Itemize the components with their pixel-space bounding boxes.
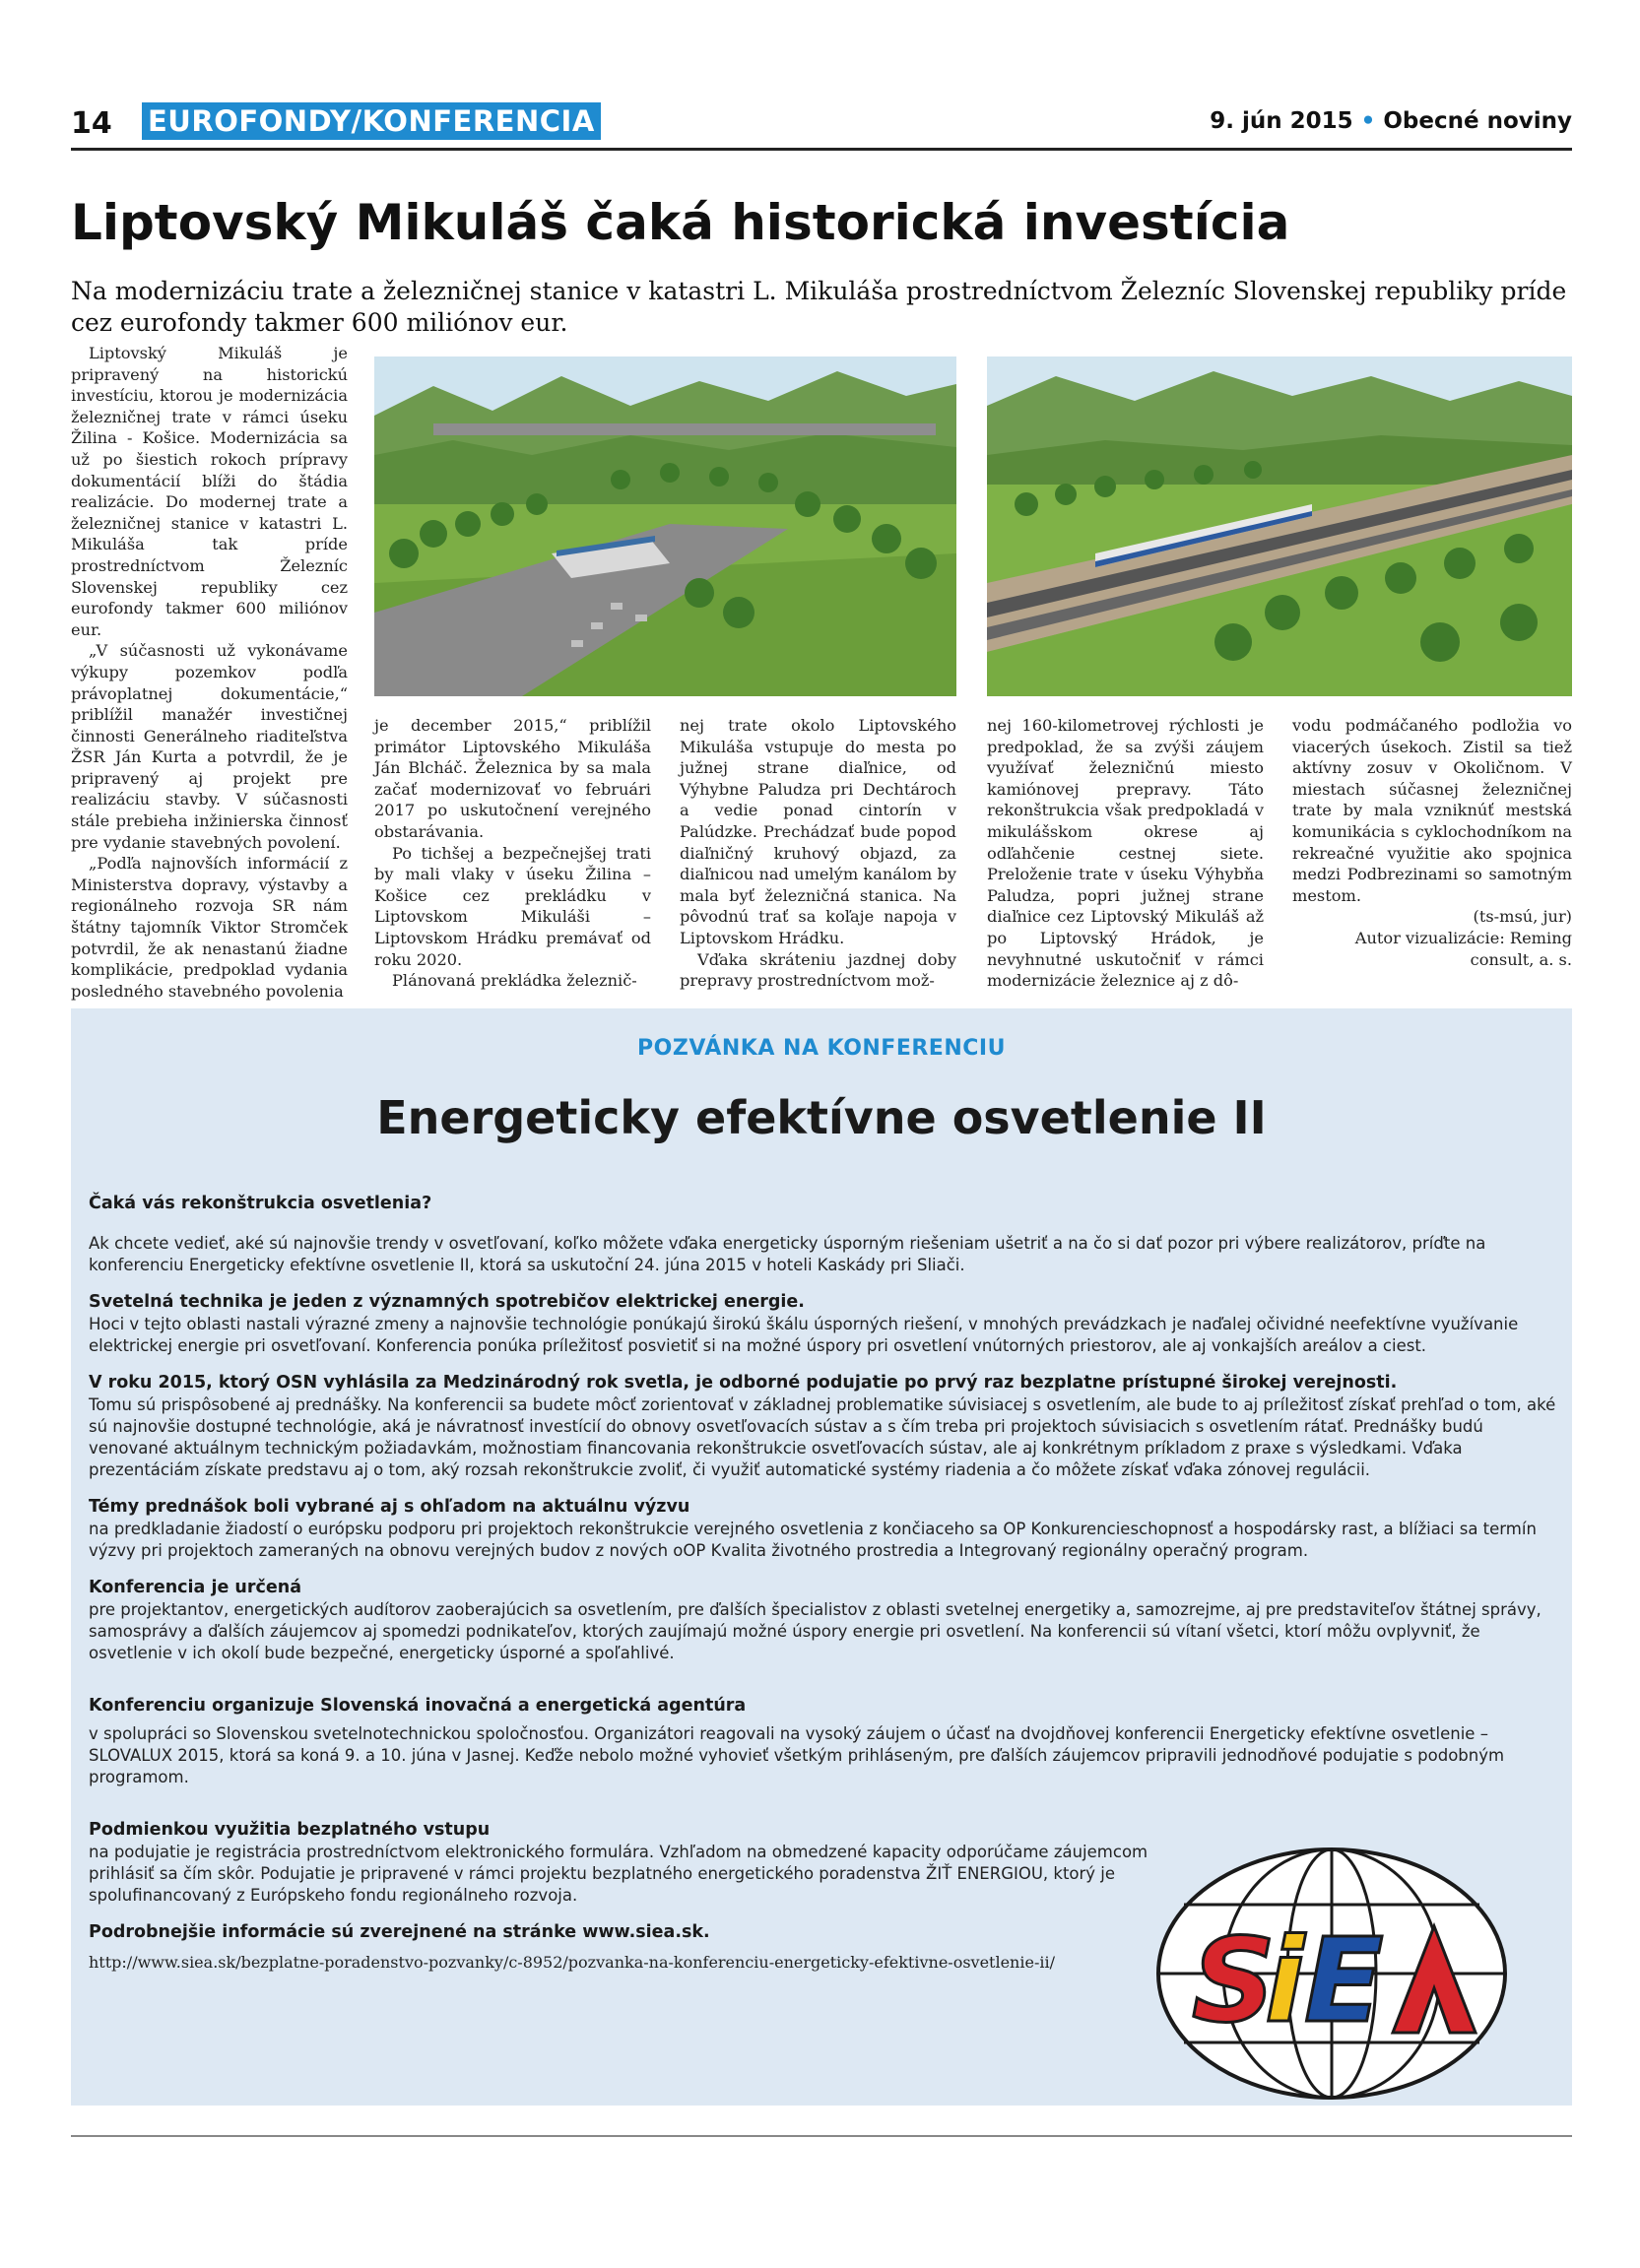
subheading: Čaká vás rekonštrukcia osvetlenia?: [89, 1194, 432, 1213]
bullet-separator: •: [1360, 108, 1376, 134]
page-header: [71, 100, 1572, 144]
paragraph: „Podľa najnovších informácií z Ministerstva dopravy, výstavby a regionálneho rozvoja SR nám štátny tajomník Viktor Stromček potvrdil, že ak nenastanú žiadne komplikácie, predpoklad vydania posledného stavebného povolenia: [71, 854, 348, 1001]
url-link[interactable]: http://www.siea.sk/bezplatne-poradenstvo-pozvanky/c-8952/pozvanka-na-konferenciu-energeticky-efektivne-osvetlenie-ii/: [89, 1953, 1055, 1972]
page-number: 14: [71, 106, 112, 141]
paragraph: Tomu sú prispôsobené aj prednášky. Na konferencii sa budete môcť zorientovať v základnej problematike súvisiacej s osvetlením, ale bude to aj príležitosť získať prehľad o tom, aké sú najnovšie dostupné technológie, aká je návratnosť investícií do obnovy osvetľovacích sústav a s čím treba pri projektoch súvisiacich s osvetlením rátať. Prednášky budú venované aktuálnym technickým požiadavkám, možnostiam financovania rekonštrukcie osvetľovacích sústav, ale aj konkrétnym príkladom z praxe s výsledkami. Vďaka prezentáciám získate predstavu aj o tom, aký rozsah rekonštrukcie zvoliť, či využiť automatické systémy riadenia a čo môžete získať vďaka zónovej regulácii.: [89, 1395, 1556, 1479]
siea-logo-graphic: [1154, 1846, 1509, 2102]
railway-platforms-visualization-graphic: [987, 356, 1572, 696]
header-rule: [71, 148, 1572, 151]
station-visualization-image: [374, 356, 956, 696]
paragraph: Po tichšej a bezpečnejšej trati by mali vlaky v úseku Žilina – Košice cez prekládku v Liptovskom Mikuláši – Liptovskom Hrádku premávať od roku 2020.: [374, 843, 651, 969]
logo-letter-s: S: [1192, 1912, 1276, 2048]
subheading: Svetelná technika je jeden z významných spotrebičov elektrickej energie.: [89, 1292, 805, 1312]
publication-name: Obecné noviny: [1383, 108, 1572, 134]
logo-letter-i: i: [1265, 1912, 1305, 2048]
paragraph: nej trate okolo Liptovského Mikuláša vstupuje do mesta po južnej strane diaľnice, od Výhybne Paludza pri Dechtároch a vedie ponad cintorín v Palúdzke. Prechádzať bude popod diaľničný kruhový objazd, za diaľnicou nad umelým kanálom by mala byť železničná stanica. Na pôvodnú trať sa koľaje napoja v Liptovskom Hrádku.: [680, 716, 956, 947]
subheading: Témy prednášok boli vybrané aj s ohľadom na aktuálnu výzvu: [89, 1497, 690, 1517]
subheading: V roku 2015, ktorý OSN vyhlásila za Medzinárodný rok svetla, je odborné podujatie po prvý raz bezplatne prístupné širokej verejnosti.: [89, 1373, 1398, 1393]
paragraph: na podujatie je registrácia prostredníctvom elektronického formulára. Vzhľadom na obmedzené kapacity odporúčame záujemcom prihlásiť sa čím skôr. Podujatie je pripravené v rámci projektu bezplatného energetického poradenstva ŽIŤ ENERGIOU, ktorý je spolufinancovaný z Európskeho fondu regionálneho rozvoja.: [89, 1843, 1148, 1905]
paragraph: nej 160-kilometrovej rýchlosti je predpoklad, že sa zvýši záujem využívať železničnú miesto kamiónovej prepravy. Táto rekonštrukcia však predpokladá v mikulášskom okrese aj odľahčenie cestnej siete. Preloženie trate v úseku Výhybňa Paludza, popri južnej strane diaľnice cez Liptovský Mikuláš až po Liptovský Hrádok, je nevyhnutné uskutočniť v rámci modernizácie železnice aj z dô-: [987, 716, 1264, 991]
paragraph: Hoci v tejto oblasti nastali výrazné zmeny a najnovšie technológie ponúkajú širokú škálu úsporných riešení, v mnohých prevádzkach je naďalej očividné neefektívne využívanie elektrickej energie pri osvetľovaní. Konferencia ponúka príležitosť posvietiť si na možné úspory pri osvetlení vnútorných priestorov, ale aj vonkajších areálov a ciest.: [89, 1315, 1519, 1355]
author-credit: (ts-msú, jur): [1473, 907, 1572, 927]
logo-letter-e: E: [1304, 1912, 1384, 2048]
paragraph: je december 2015,“ priblížil primátor Liptovského Mikuláša Ján Blcháč. Železnica by sa mala začať modernizovať vo februári 2017 po uskutočnení verejného obstarávania.: [374, 716, 651, 841]
siea-logo: [1154, 1846, 1509, 2102]
invitation-kicker: POZVÁNKA NA KONFERENCIU: [637, 1036, 1006, 1061]
subheading: Podmienkou využitia bezplatného vstupu: [89, 1820, 491, 1840]
paragraph: pre projektantov, energetických audítorov zaoberajúcich sa osvetlením, pre ďalších špecialistov z oblasti svetelnej energetiky a, samozrejme, aj pre predstaviteľov štátnej správy, samosprávy a ďalších záujemcov aj spomedzi podnikateľov, ktorých zaujímajú možné úspory energie pri osvetlení. Na konferencii sú vítaní všetci, ktorí môžu ovplyvniť, že osvetlenie v ich okolí bude bezpečné, energeticky úsporné a spoľahlivé.: [89, 1600, 1542, 1662]
railway-platforms-visualization-image: [987, 356, 1572, 696]
subheading: Konferenciu organizuje Slovenská inovačná a energetická agentúra: [89, 1696, 747, 1716]
invitation-title: Energeticky efektívne osvetlenie II: [376, 1091, 1267, 1144]
subheading: Podrobnejšie informácie sú zverejnené na stránke www.siea.sk.: [89, 1922, 710, 1942]
subheading: Konferencia je určená: [89, 1578, 302, 1597]
paragraph: Ak chcete vedieť, aké sú najnovšie trendy v osvetľovaní, koľko môžete vďaka energeticky úsporným riešeniam ušetriť a na čo si dať pozor pri výbere realizátorov, príďte na konferenciu Energeticky efektívne osvetlenie II, ktorá sa uskutoční 24. júna 2015 v hoteli Kaskády pri Sliači.: [89, 1234, 1486, 1274]
article-column-5: [1292, 715, 1572, 970]
paragraph: na predkladanie žiadostí o európsku podporu pri projektoch rekonštrukcie verejného osvetlenia z končiaceho sa OP Konkurencieschopnosť a hospodársky rast, a blížiaci sa termín výzvy pri projektoch zameraných na obnovu verejných budov z nových oOP Kvalita životného prostredia a Integrovaný regionálny operačný program.: [89, 1520, 1537, 1560]
issue-info: [1210, 108, 1572, 134]
paragraph: Liptovský Mikuláš je pripravený na historickú investíciu, ktorou je modernizácia železničnej trate v rámci úseku Žilina - Košice. Modernizácia sa už po šiestich rokoch prípravy dokumentácií blíži do štádia realizácie. Do modernej trate a železničnej stanice v katastri L. Mikuláša tak príde prostredníctvom Železníc Slovenskej republiky cez eurofondy takmer 600 miliónov eur.: [71, 344, 348, 639]
article-column-2: [374, 715, 651, 992]
article-column-4: [987, 715, 1264, 992]
station-visualization-graphic: [374, 356, 956, 696]
paragraph: v spolupráci so Slovenskou svetelnotechnickou spoločnosťou. Organizátori reagovali na vysoký záujem o účasť na dvojdňovej konferencii Energeticky efektívne osvetlenie – SLOVALUX 2015, ktorá sa koná 9. a 10. júna v Jasnej. Keďže nebolo možné vyhovieť všetkým prihláseným, pre ďalších záujemcov pripravili jednodňové podujatie s podobným programom.: [89, 1724, 1505, 1786]
paragraph: vodu podmáčaného podložia vo viacerých úsekoch. Zistil sa tiež aktívny zosuv v Okoličnom. V miestach súčasnej železničnej trate by mala vzniknúť mestská komunikácia s cyklochodníkom na rekreačné využitie ako spojnica medzi Podbrezinami so samotným mestom.: [1292, 716, 1572, 905]
article-column-1: [71, 343, 348, 1002]
paragraph: „V súčasnosti už vykonávame výkupy pozemkov podľa právoplatnej dokumentácie,“ priblížil manažér investičnej činnosti Generálneho riaditeľstva ŽSR Ján Kurta a potvrdil, že je pripravený aj projekt pre realizáciu stavby. V súčasnosti stále prebieha inžinierska činnosť pre vydanie stavebných povolení.: [71, 641, 348, 852]
footer-rule: [71, 2135, 1572, 2137]
visualization-credit: Autor vizualizácie: Reming consult, a. s.: [1354, 928, 1572, 969]
paragraph: Vďaka skráteniu jazdnej doby prepravy prostredníctvom mož-: [680, 949, 956, 991]
article-column-3: [680, 715, 956, 992]
issue-date: 9. jún 2015: [1210, 108, 1353, 134]
article-headline: Liptovský Mikuláš čaká historická investícia: [71, 194, 1290, 251]
section-label: EUROFONDY/KONFERENCIA: [142, 102, 601, 140]
paragraph: Plánovaná prekládka železnič-: [392, 971, 637, 991]
article-standfirst: Na modernizáciu trate a železničnej stanice v katastri L. Mikuláša prostredníctvom Železníc Slovenskej republiky príde cez eurofondy takmer 600 miliónov eur.: [71, 277, 1567, 337]
